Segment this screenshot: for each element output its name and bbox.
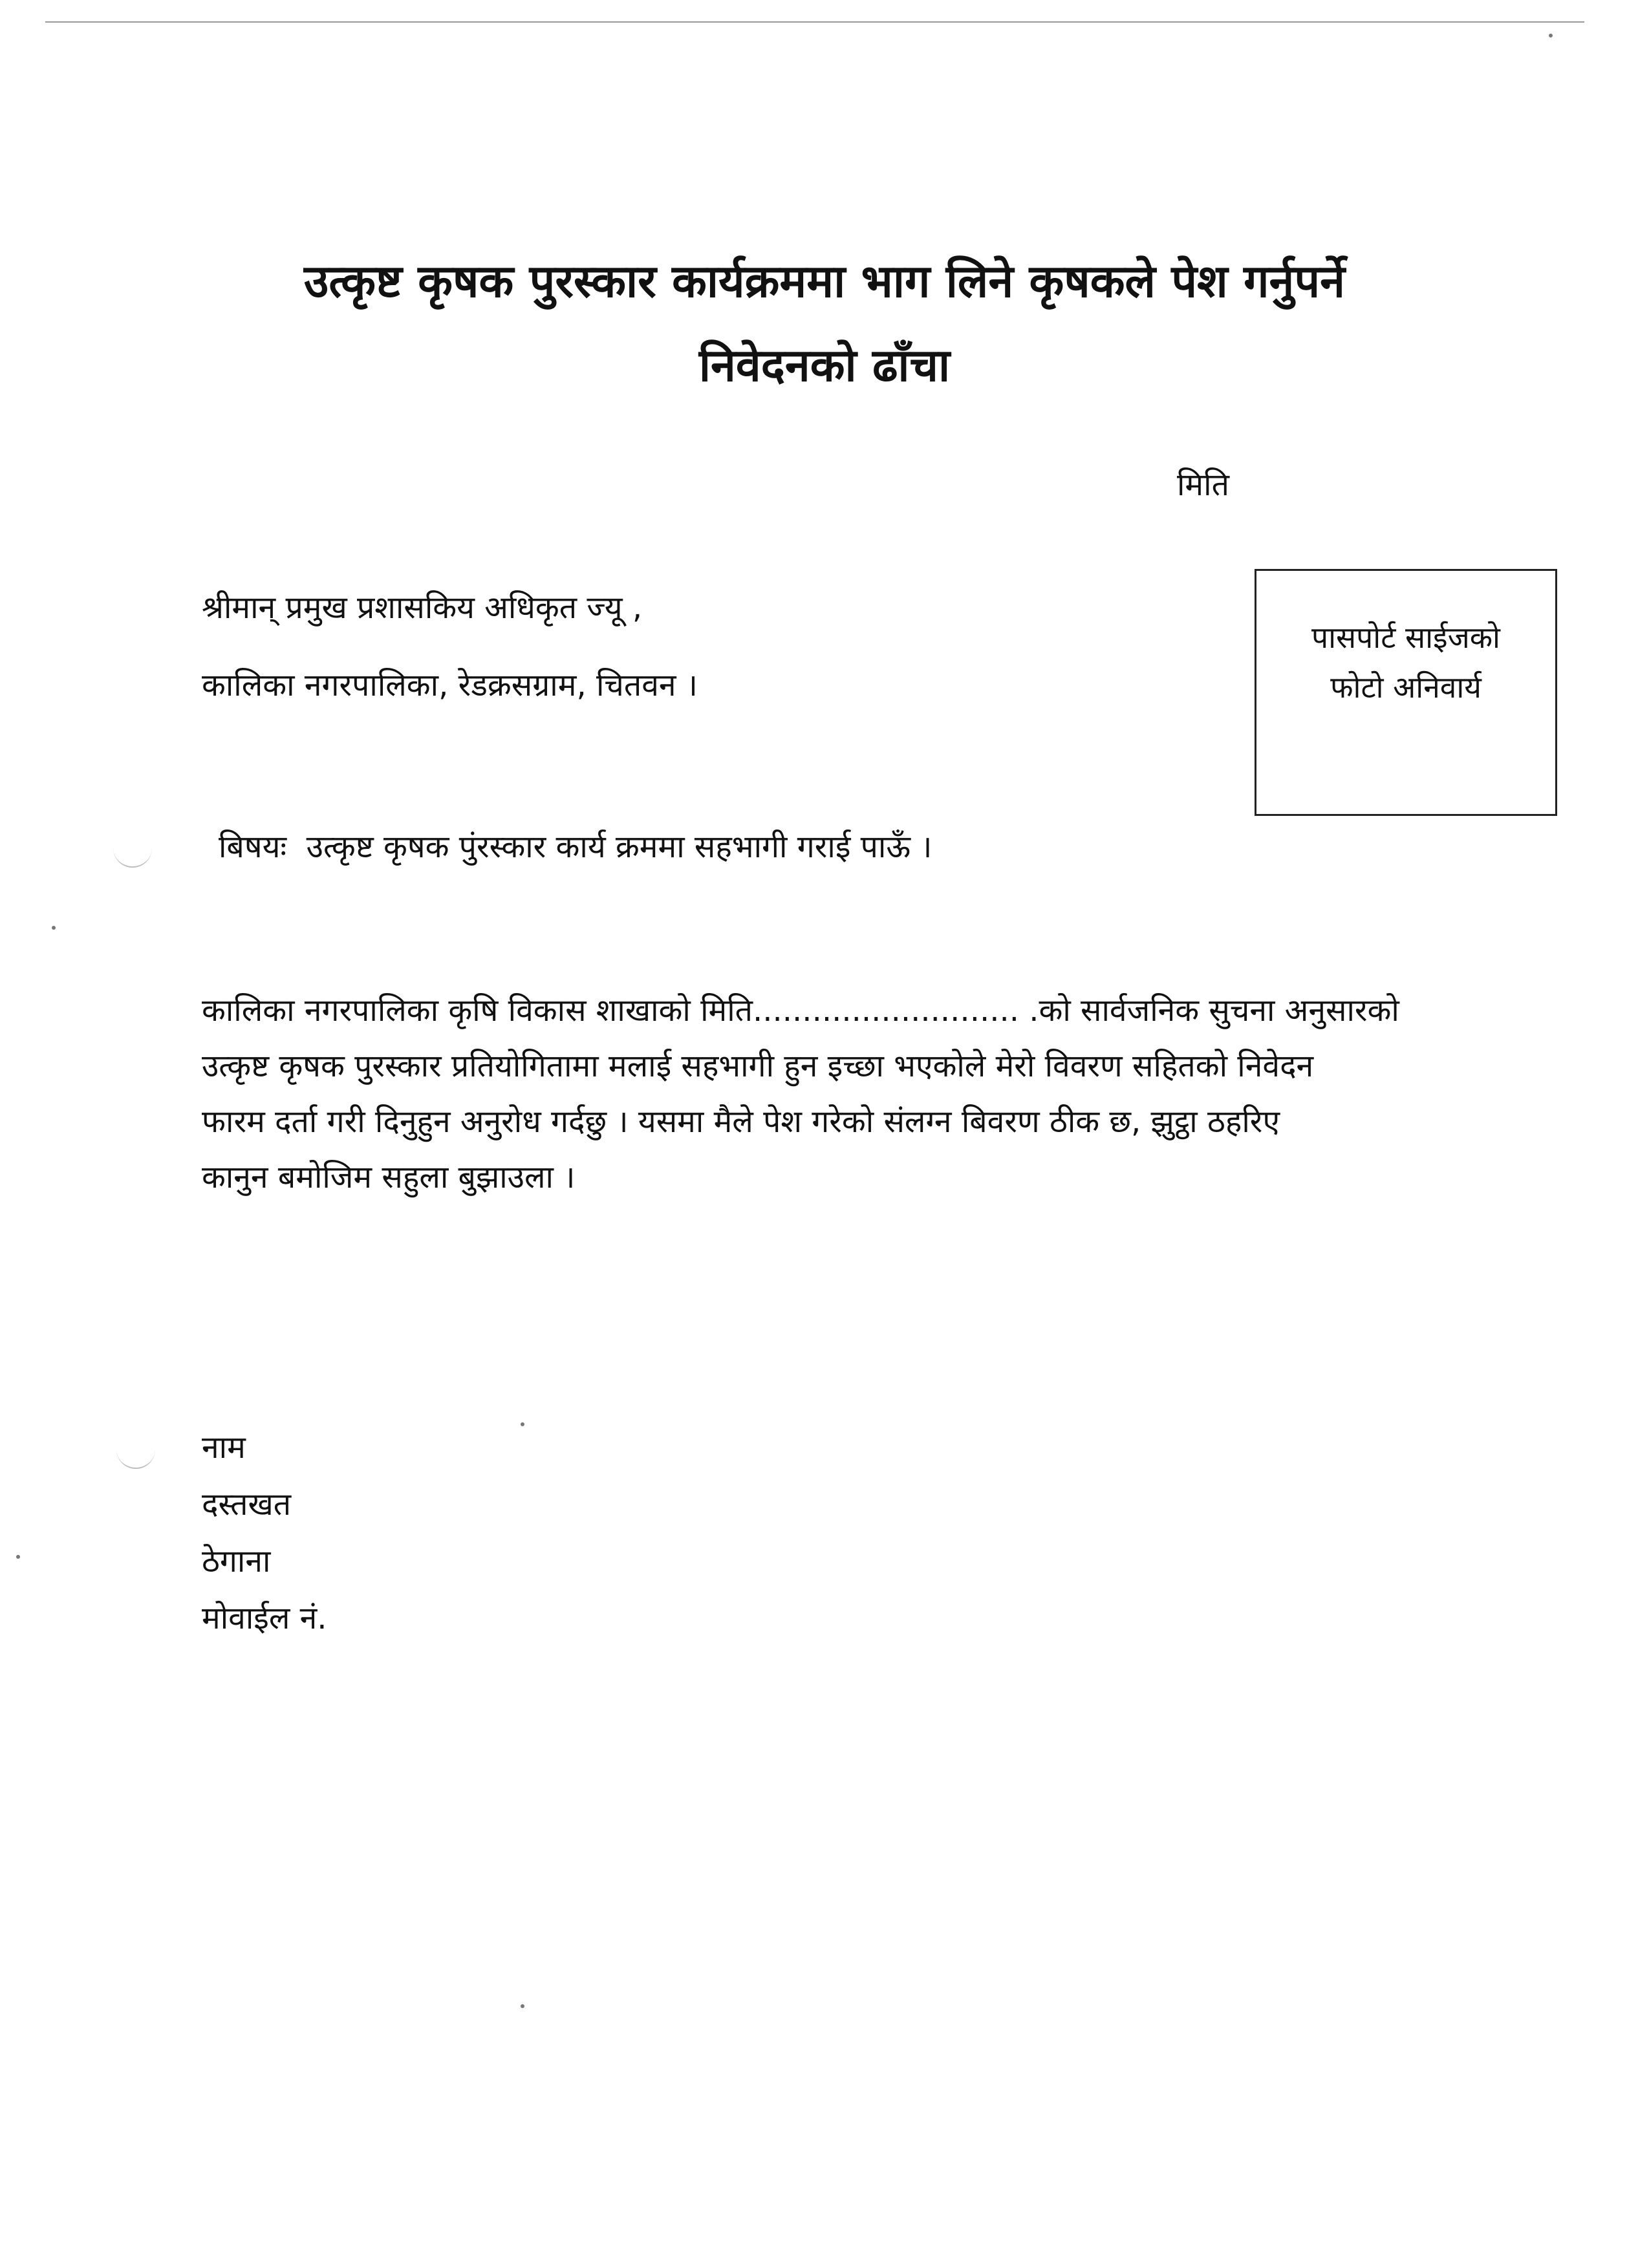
form-title-line-1: उत्कृष्ट कृषक पुरस्कार कार्यक्रममा भाग लिने कृषकले पेश गर्नुपर्ने <box>304 255 1345 308</box>
top-rule <box>45 21 1584 23</box>
body-line-1: कालिका नगरपालिका कृषि विकास शाखाको मिति........................... .को सार्वजनिक सुचना अनुसारको <box>202 992 1399 1029</box>
body-line-4: कानुन बमोजिम सहुला बुझाउला । <box>202 1159 576 1195</box>
signature-block <box>202 1419 327 1647</box>
punch-hole-mark <box>116 1442 155 1469</box>
punch-hole-mark <box>113 840 152 868</box>
subject-text: उत्कृष्ट कृषक पुंरस्कार कार्य क्रममा सहभागी गराई पाऊँ । <box>306 829 932 865</box>
mobile-field-label: मोवाईल नं. <box>202 1600 327 1636</box>
signature-field-label: दस्तखत <box>202 1486 292 1523</box>
addressee-line: श्रीमान् प्रमुख प्रशासकिय अधिकृत ज्यू , <box>202 590 643 626</box>
name-field-label: नाम <box>202 1429 246 1466</box>
form-title-line-2: निवेदनको ढाँचा <box>698 339 951 392</box>
scan-speck <box>52 926 56 930</box>
scan-speck <box>1549 34 1553 37</box>
passport-photo-box <box>1255 569 1557 816</box>
subject-label: बिषयः <box>219 829 287 865</box>
address-line: कालिका नगरपालिका, रेडक्रसग्राम, चितवन । <box>202 667 698 703</box>
photo-box-label-line-1: पासपोर्ट साईजको <box>1311 620 1500 655</box>
address-field-label: ठेगाना <box>202 1543 271 1579</box>
body-line-2: उत्कृष्ट कृषक पुरस्कार प्रतियोगितामा मलाई सहभागी हुन इच्छा भएकोले मेरो विवरण सहितको निवेदन <box>202 1048 1314 1084</box>
date-label: मिति <box>1177 467 1229 503</box>
application-body <box>202 983 1524 1205</box>
body-line-3: फारम दर्ता गरी दिनुहुन अनुरोध गर्दछु । यसमा मैले पेश गरेको संलग्न बिवरण ठीक छ, झुट्ठा ठहरिए <box>202 1104 1280 1140</box>
photo-box-label-line-2: फोटो अनिवार्य <box>1330 670 1482 705</box>
subject-line <box>219 824 932 870</box>
scan-speck <box>521 2004 524 2008</box>
scan-speck <box>16 1555 20 1559</box>
scan-speck <box>521 1422 524 1426</box>
